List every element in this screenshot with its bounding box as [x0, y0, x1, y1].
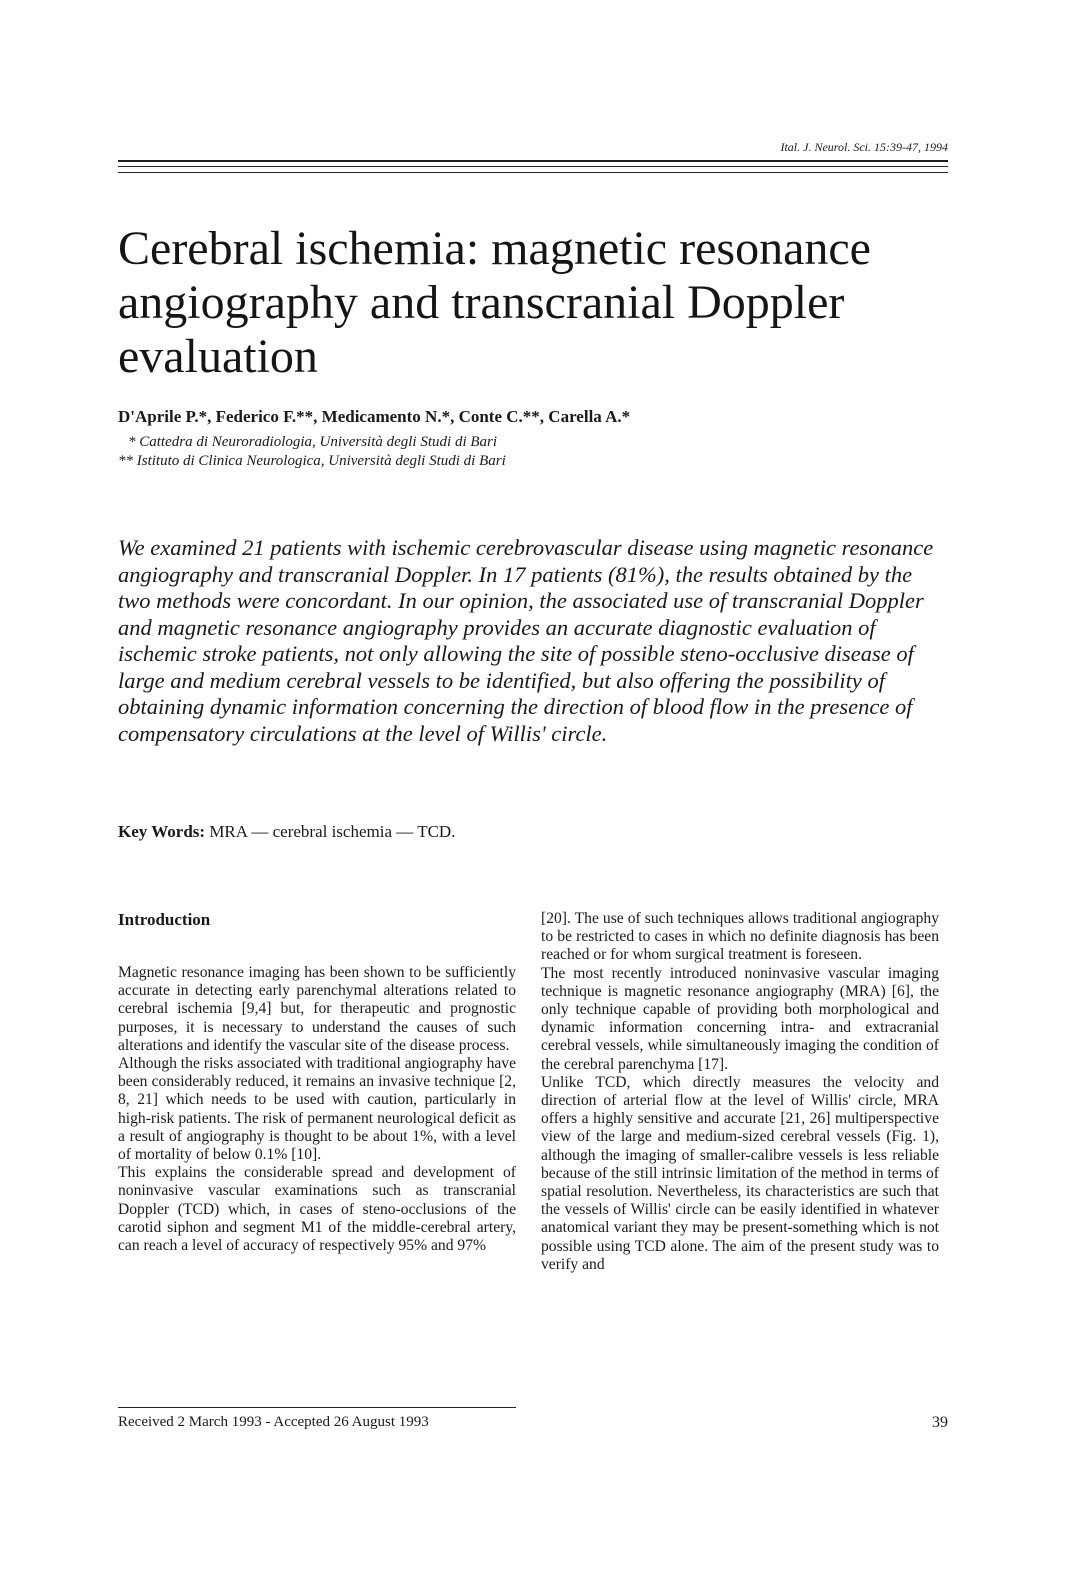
- paragraph: Although the risks associated with traditional angiography have been considerably reduced, it remains an invasive technique [2, 8, 21] which needs to be used with caution, particularly in high-risk patients. The risk of permanent neurological deficit as a result of angiography is thought to be about 1%, with a level of mortality of below 0.1% [10].: [118, 1055, 516, 1164]
- footnote-rule: [118, 1407, 516, 1408]
- header-rule: [118, 172, 948, 173]
- abstract: We examined 21 patients with ischemic cerebrovascular disease using magnetic resonance angiography and transcranial Doppler. In 17 patients (81%), the results obtained by the two methods were concordant. In our opinion, the associated use of transcranial Doppler and magnetic resonance angiography provides an accurate diagnostic evaluation of ischemic stroke patients, not only allowing the site of possible steno-occlusive disease of large and medium cerebral vessels to be identified, but also offering the possibility of obtaining dynamic information concerning the direction of blood flow in the presence of compensatory circulations at the level of Willis' circle.: [118, 535, 934, 746]
- paragraph: Unlike TCD, which directly measures the velocity and direction of arterial flow at the level of Willis' circle, MRA offers a highly sensitive and accurate [21, 26] multiperspective view of the large and medium-sized cerebral vessels (Fig. 1), although the imaging of smaller-calibre vessels is less reliable because of the still intrinsic limitation of the method in terms of spatial resolution. Nevertheless, its characteristics are such that the vessels of Willis' circle can be easily identified in whatever anatomical variant they may be present-something which is not possible using TCD alone. The aim of the present study was to verify and: [541, 1073, 939, 1273]
- journal-reference: Ital. J. Neurol. Sci. 15:39-47, 1994: [780, 140, 948, 154]
- keywords-label: Key Words:: [118, 822, 206, 841]
- header-rule: [118, 166, 948, 167]
- author-list: D'Aprile P.*, Federico F.**, Medicamento N.*, Conte C.**, Carella A.*: [118, 407, 631, 426]
- paragraph: This explains the considerable spread and development of noninvasive vascular examinations such as transcranial Doppler (TCD) which, in cases of steno-occlusions of the carotid siphon and segment M1 of the middle-cerebral artery, can reach a level of accuracy of respectively 95% and 97%: [118, 1164, 516, 1255]
- article-title: Cerebral ischemia: magnetic resonance angiography and transcranial Doppler evaluation: [118, 222, 871, 383]
- keywords-text: MRA — cerebral ischemia — TCD.: [209, 822, 456, 841]
- paragraph: [20]. The use of such techniques allows traditional angiography to be restricted to cases in which no definite diagnosis has been reached or for whom surgical treatment is foreseen.: [541, 910, 939, 964]
- paragraph: The most recently introduced noninvasive vascular imaging technique is magnetic resonance angiography (MRA) [6], the only technique capable of providing both morphological and dynamic information concerning intra- and extracranial cerebral vessels, while simultaneously imaging the condition of the cerebral parenchyma [17].: [541, 964, 939, 1073]
- paragraph: Magnetic resonance imaging has been shown to be sufficiently accurate in detecting early parenchymal alterations related to cerebral ischemia [9,4] but, for therapeutic and prognostic purposes, it is necessary to understand the causes of such alterations and identify the vascular site of the disease process.: [118, 964, 516, 1054]
- header-rule: [118, 160, 948, 162]
- right-column: [541, 910, 939, 1274]
- keywords: [118, 822, 455, 842]
- received-date: Received 2 March 1993 - Accepted 26 August 1993: [118, 1414, 429, 1430]
- section-heading: Introduction: [118, 910, 211, 929]
- left-column: [118, 910, 516, 1255]
- affiliation: ** Istituto di Clinica Neurologica, Università degli Studi di Bari: [118, 453, 506, 469]
- page-number: 39: [932, 1414, 948, 1431]
- affiliation: * Cattedra di Neuroradiologia, Università degli Studi di Bari: [128, 434, 498, 450]
